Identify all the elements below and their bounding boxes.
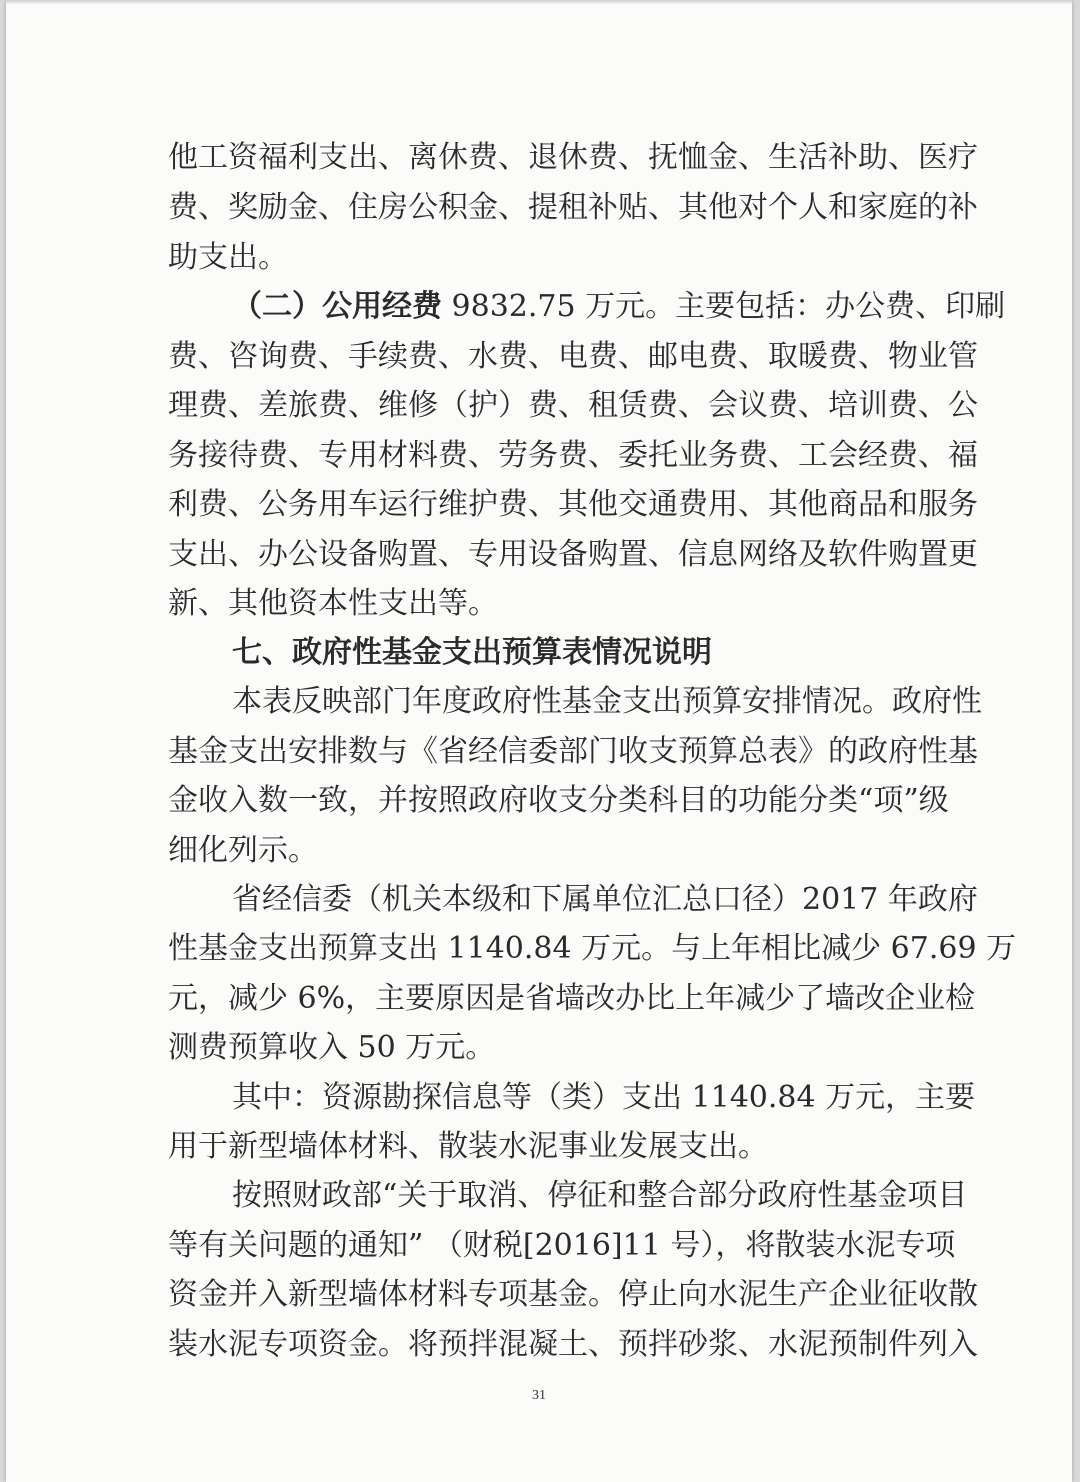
page-number: 31: [532, 1388, 546, 1403]
paragraph-line: 助支出。: [168, 240, 288, 275]
document-page: [6, 0, 1072, 1482]
paragraph-line: 新、其他资本性支出等。: [168, 586, 498, 621]
paragraph-line: 省经信委（机关本级和下属单位汇总口径）2017 年政府: [232, 882, 978, 917]
paragraph-line: 费、咨询费、手续费、水费、电费、邮电费、取暖费、物业管: [168, 339, 978, 374]
paragraph-line: 按照财政部“关于取消、停征和整合部分政府性基金项目: [232, 1178, 968, 1213]
paragraph-line: 支出、办公设备购置、专用设备购置、信息网络及软件购置更: [168, 537, 978, 572]
paragraph-line: 装水泥专项资金。将预拌混凝土、预拌砂浆、水泥预制件列入: [168, 1327, 978, 1362]
paragraph-line: 其中：资源勘探信息等（类）支出 1140.84 万元，主要: [232, 1080, 976, 1115]
paragraph-text: 9832.75 万元。主要包括：办公费、印刷: [442, 289, 1006, 324]
paragraph-line: 元，减少 6%，主要原因是省墙改办比上年减少了墙改企业检: [168, 981, 976, 1016]
paragraph-line: 用于新型墙体材料、散装水泥事业发展支出。: [168, 1129, 768, 1164]
paragraph-line: 本表反映部门年度政府性基金支出预算安排情况。政府性: [232, 684, 982, 719]
paragraph-line: 他工资福利支出、离休费、退休费、抚恤金、生活补助、医疗: [168, 140, 978, 175]
paragraph-line: [232, 287, 1006, 327]
paragraph-line: 细化列示。: [168, 833, 318, 868]
paragraph-line: 金收入数一致，并按照政府收支分类科目的功能分类“项”级: [168, 783, 949, 818]
paragraph-line: 基金支出安排数与《省经信委部门收支预算总表》的政府性基: [168, 734, 978, 769]
section-subheading: （二）公用经费: [232, 289, 442, 324]
section-heading: 七、政府性基金支出预算表情况说明: [232, 635, 712, 670]
paragraph-line: 利费、公务用车运行维护费、其他交通费用、其他商品和服务: [168, 487, 978, 522]
paragraph-line: 务接待费、专用材料费、劳务费、委托业务费、工会经费、福: [168, 438, 978, 473]
paragraph-line: 资金并入新型墙体材料专项基金。停止向水泥生产企业征收散: [168, 1277, 978, 1312]
paragraph-line: 测费预算收入 50 万元。: [168, 1030, 496, 1065]
paragraph-line: 等有关问题的通知” （财税[2016]11 号），将散装水泥专项: [168, 1228, 956, 1263]
paragraph-line: 理费、差旅费、维修（护）费、租赁费、会议费、培训费、公: [168, 388, 978, 423]
paragraph-line: 性基金支出预算支出 1140.84 万元。与上年相比减少 67.69 万: [168, 931, 1017, 966]
paragraph-line: 费、奖励金、住房公积金、提租补贴、其他对个人和家庭的补: [168, 190, 978, 225]
scan-edge: [6, 0, 1072, 4]
